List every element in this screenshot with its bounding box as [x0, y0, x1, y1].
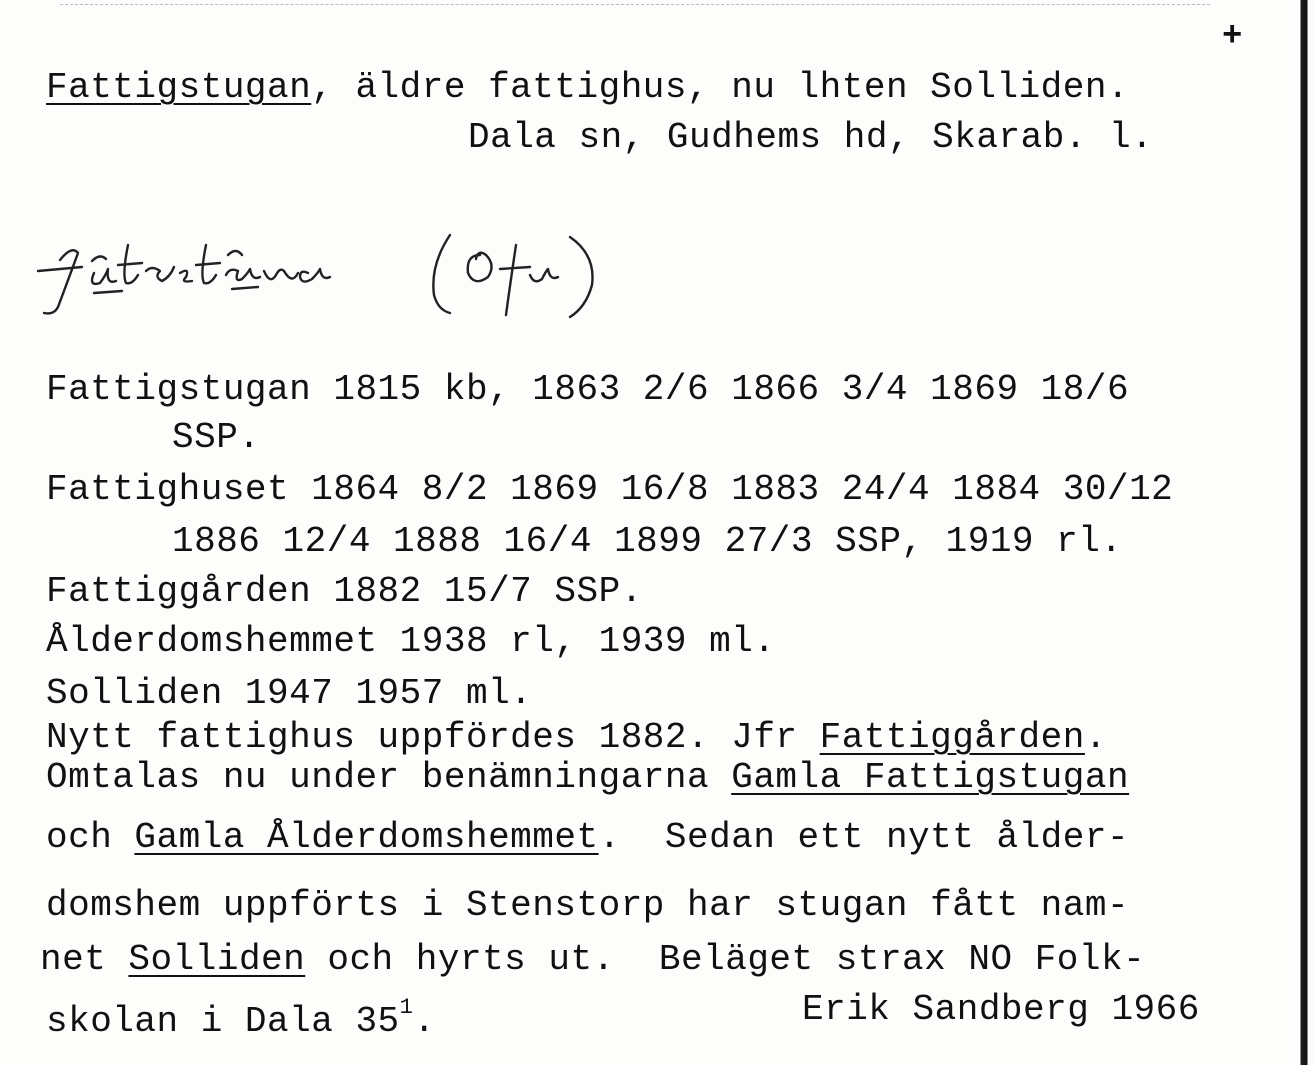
header-title-line	[46, 68, 1129, 108]
note-line-5-text: net	[40, 939, 129, 980]
header-location: Dala sn, Gudhems hd, Skarab. l.	[468, 117, 1154, 158]
header-title-rest: , äldre fattighus, nu lhten Solliden.	[311, 67, 1130, 108]
note-line-6-text: skolan i Dala 35	[46, 1001, 400, 1042]
handwritten-annotation	[30, 215, 670, 325]
note-link-solliden: Solliden	[128, 939, 306, 980]
header-title: Fattigstugan	[46, 67, 312, 108]
note-line-5-end: och hyrts ut. Beläget strax NO Folk-	[305, 939, 1146, 980]
note-line-2-text: Omtalas nu under benämningarna	[46, 757, 732, 798]
entry-4-line1: Ålderdomshemmet 1938 rl, 1939 ml.	[46, 621, 776, 662]
note-superscript: 1	[399, 995, 414, 1020]
note-link-fattiggarden: Fattiggården	[819, 717, 1085, 758]
note-line-1	[46, 718, 1107, 758]
note-line-1-end: .	[1084, 717, 1107, 758]
entry-5-line1: Solliden 1947 1957 ml.	[46, 673, 533, 714]
note-line-6	[46, 988, 435, 1042]
note-line-5	[40, 940, 1145, 980]
entry-1-line2: SSP.	[172, 417, 261, 458]
note-line-3-text: och	[46, 817, 135, 858]
corner-plus-mark: +	[1222, 18, 1243, 56]
card-right-edge	[1295, 0, 1313, 1065]
entry-3-line1: Fattiggården 1882 15/7 SSP.	[46, 571, 643, 612]
entry-1-line1: Fattigstugan 1815 kb, 1863 2/6 1866 3/4 1869 18/6	[46, 369, 1130, 410]
entry-2-line1: Fattighuset 1864 8/2 1869 16/8 1883 24/4 1884 30/12	[46, 469, 1174, 510]
note-link-gamla-alderdomshemmet: Gamla Ålderdomshemmet	[134, 817, 599, 858]
note-link-gamla-fattigstugan: Gamla Fattigstugan	[731, 757, 1130, 798]
note-line-1-text: Nytt fattighus uppfördes 1882. Jfr	[46, 717, 820, 758]
note-line-3	[46, 818, 1129, 858]
note-line-2	[46, 758, 1129, 798]
note-line-3-end: . Sedan ett nytt ålder-	[598, 817, 1130, 858]
signature: Erik Sandberg 1966	[802, 989, 1200, 1030]
note-line-4: domshem uppförts i Stenstorp har stugan fått nam-	[46, 885, 1130, 926]
entry-2-line2: 1886 12/4 1888 16/4 1899 27/3 SSP, 1919 rl.	[172, 521, 1123, 562]
note-line-6-end: .	[413, 1001, 436, 1042]
top-edge-specks	[60, 4, 1210, 7]
